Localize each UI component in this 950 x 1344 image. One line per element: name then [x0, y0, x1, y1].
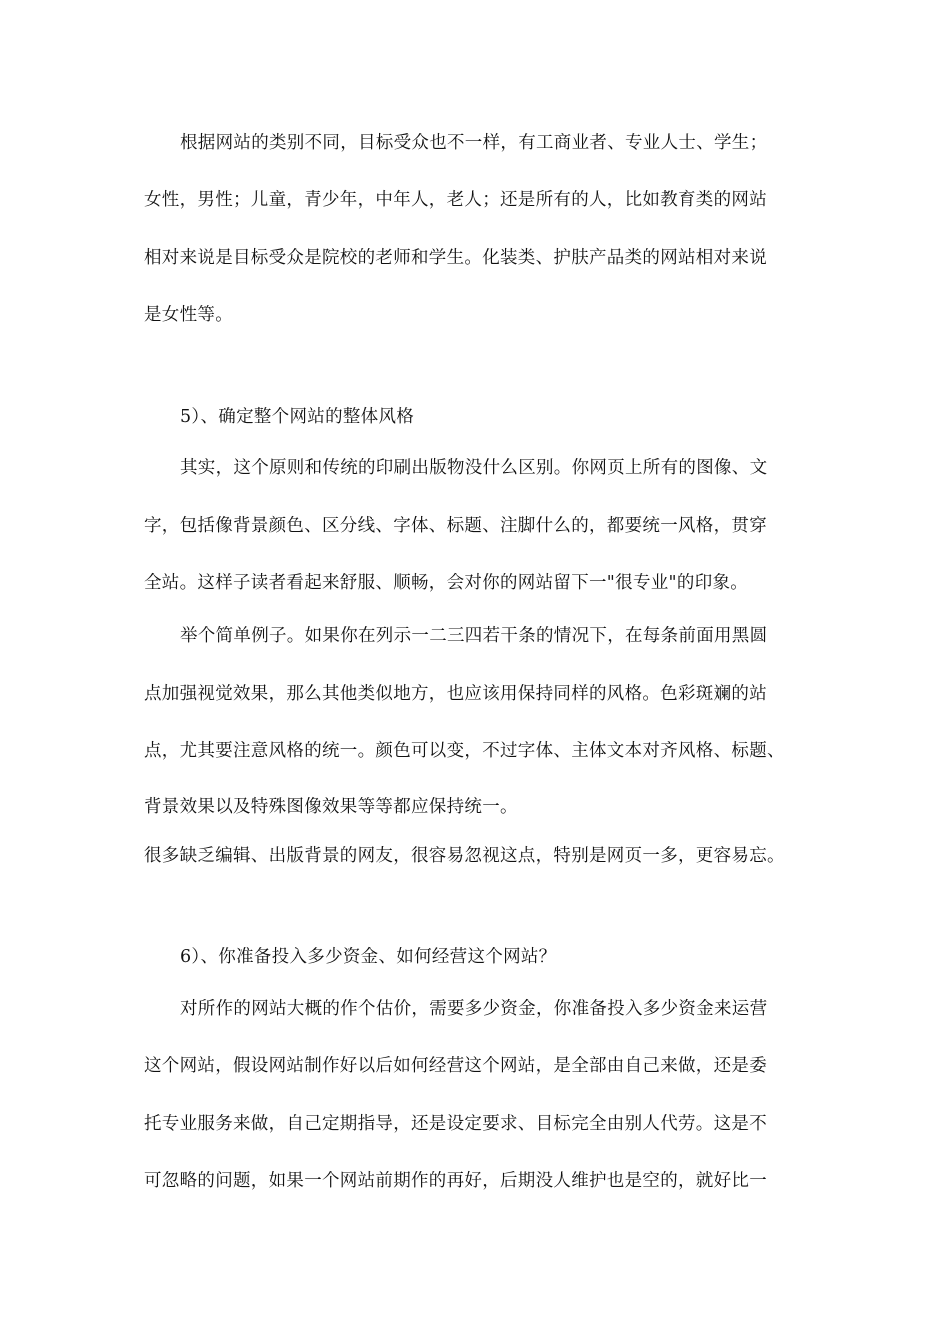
section-heading-6: 6）、你准备投入多少资金、如何经营这个网站？	[180, 947, 557, 967]
paragraph-line: 这个网站，假设网站制作好以后如何经营这个网站，是全部由自己来做，还是委	[144, 1056, 767, 1076]
paragraph-line: 是女性等。	[144, 305, 233, 325]
paragraph-line: 托专业服务来做，自己定期指导，还是设定要求、目标完全由别人代劳。这是不	[144, 1114, 767, 1134]
paragraph-line: 背景效果以及特殊图像效果等等都应保持统一。	[144, 797, 518, 817]
paragraph-line: 字，包括像背景颜色、区分线、字体、标题、注脚什么的，都要统一风格，贯穿	[144, 516, 767, 536]
paragraph-line: 对所作的网站大概的作个估价，需要多少资金，你准备投入多少资金来运营	[180, 999, 768, 1019]
paragraph-line: 女性，男性；儿童，青少年，中年人，老人；还是所有的人，比如教育类的网站	[144, 190, 767, 210]
paragraph-line: 根据网站的类别不同，目标受众也不一样，有工商业者、专业人士、学生；	[180, 133, 768, 153]
paragraph-line: 相对来说是目标受众是院校的老师和学生。化装类、护肤产品类的网站相对来说	[144, 248, 767, 268]
section-heading-5: 5）、确定整个网站的整体风格	[180, 407, 415, 427]
paragraph-line: 点加强视觉效果，那么其他类似地方，也应该用保持同样的风格。色彩斑斓的站	[144, 684, 767, 704]
paragraph-line: 其实，这个原则和传统的印刷出版物没什么区别。你网页上所有的图像、文	[180, 458, 768, 478]
paragraph-line: 点，尤其要注意风格的统一。颜色可以变，不过字体、主体文本对齐风格、标题、	[144, 741, 785, 761]
paragraph-line: 举个简单例子。如果你在列示一二三四若干条的情况下，在每条前面用黑圆	[180, 626, 768, 646]
paragraph-line: 很多缺乏编辑、出版背景的网友，很容易忽视这点，特别是网页一多，更容易忘。	[144, 846, 785, 866]
paragraph-line: 全站。这样子读者看起来舒服、顺畅，会对你的网站留下一"很专业"的印象。	[144, 573, 749, 593]
paragraph-line: 可忽略的问题，如果一个网站前期作的再好，后期没人维护也是空的，就好比一	[144, 1171, 767, 1191]
